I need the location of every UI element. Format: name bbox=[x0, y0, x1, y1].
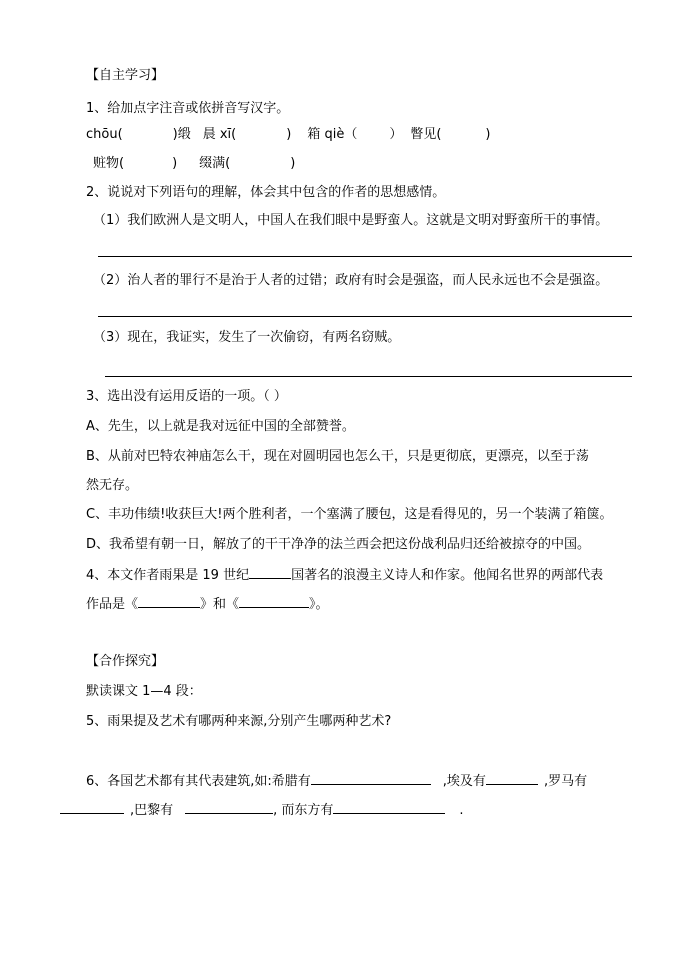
pinyin-chou: chōu( bbox=[86, 127, 123, 142]
country-blank bbox=[249, 566, 291, 579]
answer-line bbox=[98, 256, 632, 257]
question-6-line-2 bbox=[60, 801, 464, 819]
close-paren: ) bbox=[286, 127, 292, 142]
question-6-text: ,罗马有 bbox=[543, 774, 588, 789]
work-2-blank bbox=[239, 595, 309, 608]
paris-blank bbox=[185, 801, 273, 814]
option-b-line-2: 然无存。 bbox=[86, 478, 139, 493]
close-paren: ) bbox=[485, 127, 491, 142]
question-4-text: 》。 bbox=[309, 597, 329, 612]
question-3: 3、选出没有运用反语的一项。（ ） bbox=[86, 389, 287, 404]
question-2: 2、说说对下列语句的理解，体会其中包含的作者的思想感情。 bbox=[86, 185, 446, 200]
close-paren: ） bbox=[389, 127, 403, 142]
question-1-row-1 bbox=[86, 127, 491, 143]
question-6-text: , 而东方有 bbox=[273, 803, 334, 818]
question-4-text: 国著名的浪漫主义诗人和作家。他闻名世界的两部代表 bbox=[291, 568, 604, 583]
question-4-line-1 bbox=[86, 566, 603, 584]
question-2-sentence-1: （1）我们欧洲人是文明人，中国人在我们眼中是野蛮人。这就是文明对野蛮所干的事情。 bbox=[93, 213, 609, 228]
question-6-line-1 bbox=[86, 772, 587, 790]
close-paren: ) bbox=[172, 156, 178, 171]
cooperative-heading: 【合作探究】 bbox=[86, 654, 165, 669]
orient-blank bbox=[333, 801, 445, 814]
cooperative-intro: 默读课文 1—4 段： bbox=[86, 684, 202, 699]
answer-line bbox=[98, 316, 632, 317]
pinyin-xi: 晨 xī( bbox=[202, 127, 237, 142]
self-study-heading: 【自主学习】 bbox=[86, 68, 165, 83]
work-1-blank bbox=[138, 595, 200, 608]
word-qie: 箱 qiè（ bbox=[307, 127, 358, 142]
word-duan: )缎 bbox=[172, 127, 191, 142]
question-1: 1、给加点字注音或依拼音写汉字。 bbox=[86, 101, 290, 116]
answer-line bbox=[105, 376, 632, 377]
option-c: C、丰功伟绩!收获巨大!两个胜利者，一个塞满了腰包，这是看得见的，另一个装满了箱箧。 bbox=[86, 507, 613, 522]
option-d: D、我希望有朝一日，解放了的干干净净的法兰西会把这份战利品归还给被掠夺的中国。 bbox=[86, 537, 591, 552]
question-4-line-2 bbox=[86, 595, 329, 613]
option-b-line-1: B、从前对巴特农神庙怎么干，现在对圆明园也怎么干，只是更彻底，更漂亮，以至于荡 bbox=[86, 449, 589, 464]
question-4-text: 4、本文作者雨果是 19 世纪 bbox=[86, 568, 250, 583]
rome-blank bbox=[60, 801, 124, 814]
question-5: 5、雨果提及艺术有哪两种来源,分别产生哪两种艺术? bbox=[86, 714, 392, 729]
greece-blank bbox=[311, 772, 431, 785]
egypt-blank bbox=[486, 772, 538, 785]
question-2-sentence-3: （3）现在，我证实，发生了一次偷窃，有两名窃贼。 bbox=[93, 330, 401, 345]
question-2-sentence-2: （2）治人者的罪行不是治于人者的过错；政府有时会是强盗，而人民永远也不会是强盗。 bbox=[93, 273, 609, 288]
word-pie-jian: 瞥见( bbox=[410, 127, 442, 142]
question-6-text: ,埃及有 bbox=[442, 774, 486, 789]
word-zhui-man: 缀满( bbox=[199, 156, 231, 171]
close-paren: ) bbox=[290, 156, 296, 171]
question-6-text: 6、各国艺术都有其代表建筑,如:希腊有 bbox=[86, 774, 311, 789]
question-4-text: 作品是《 bbox=[86, 597, 139, 612]
option-a: A、先生，以上就是我对远征中国的全部赞誉。 bbox=[86, 419, 355, 434]
question-6-text: . bbox=[459, 803, 464, 818]
word-zang-wu: 赃物( bbox=[93, 156, 125, 171]
question-4-text: 》和《 bbox=[200, 597, 240, 612]
question-1-row-2 bbox=[93, 156, 295, 172]
question-6-text: ,巴黎有 bbox=[130, 803, 174, 818]
